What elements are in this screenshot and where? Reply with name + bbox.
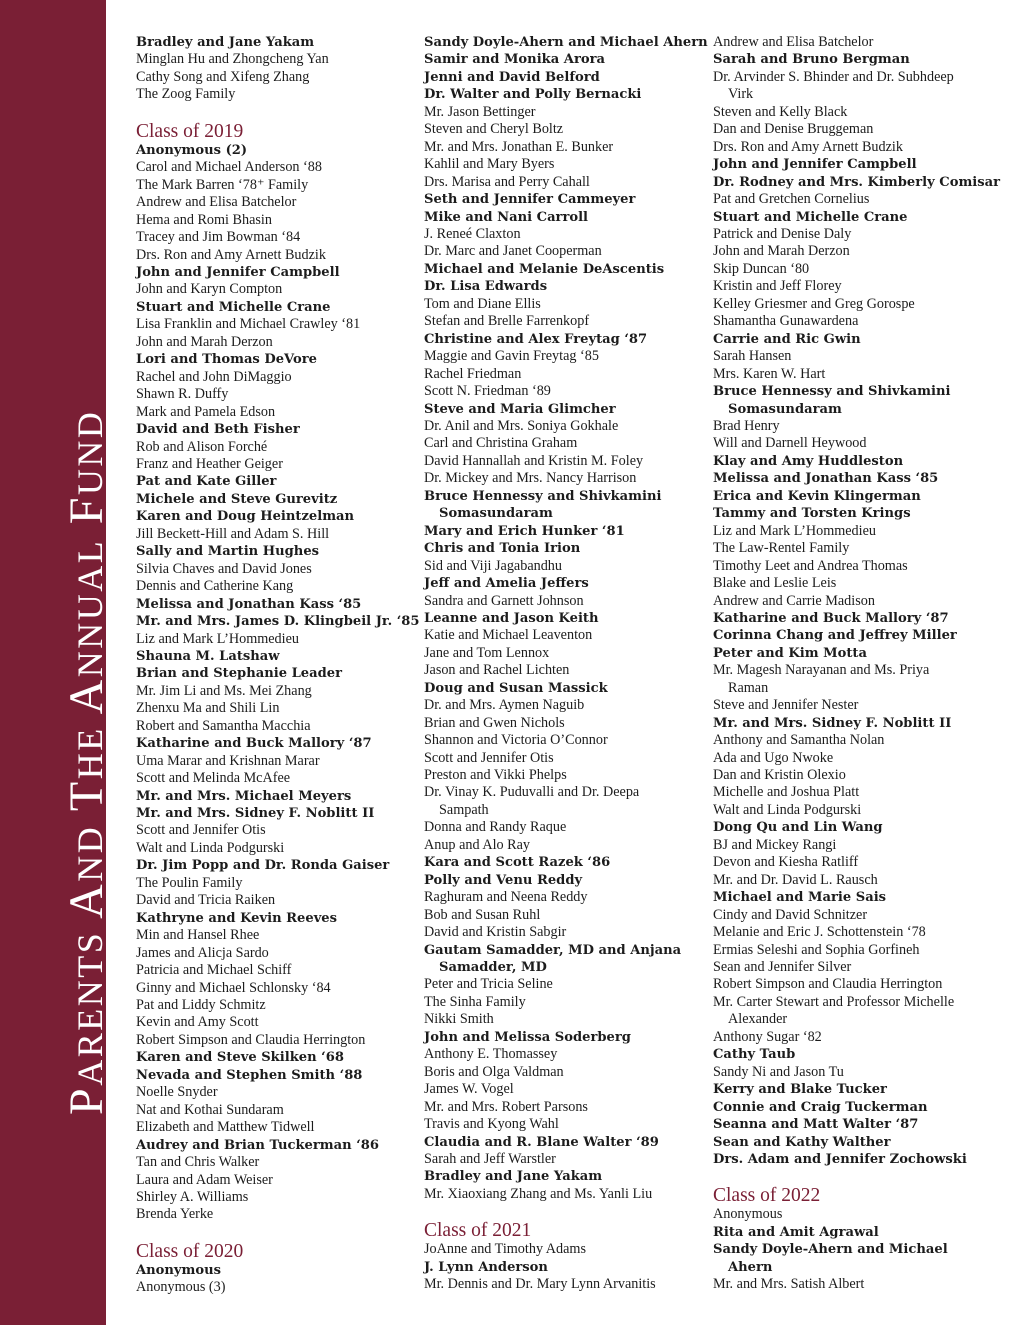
donor-name: Steve and Jennifer Nester bbox=[713, 697, 859, 714]
donor-name: Bruce Hennessy and Shivkamini bbox=[424, 488, 662, 504]
donor-column-3 bbox=[713, 34, 1003, 1294]
donor-name: Elizabeth and Matthew Tidwell bbox=[136, 1119, 315, 1136]
donor-name: Raghuram and Neena Reddy bbox=[424, 889, 588, 906]
donor-name: Walt and Linda Podgurski bbox=[713, 801, 862, 818]
donor-name: Leanne and Jason Keith bbox=[424, 610, 599, 626]
donor-name: John and Jennifer Campbell bbox=[713, 157, 917, 173]
donor-name: Dr. Lisa Edwards bbox=[424, 279, 548, 295]
donor-name: Audrey and Brian Tuckerman ‘86 bbox=[136, 1137, 379, 1153]
donor-name: Anonymous (3) bbox=[136, 1279, 226, 1296]
donor-name: Andrew and Elisa Batchelor bbox=[136, 194, 297, 211]
donor-name: David and Tricia Raiken bbox=[136, 892, 276, 909]
donor-name: Patrick and Denise Daly bbox=[713, 225, 852, 242]
donor-name: Jane and Tom Lennox bbox=[424, 644, 550, 661]
donor-name: Katharine and Buck Mallory ‘87 bbox=[136, 736, 372, 752]
donor-name: Kahlil and Mary Byers bbox=[424, 156, 555, 173]
donor-name: Sarah and Bruno Bergman bbox=[713, 52, 910, 68]
donor-name: Connie and Craig Tuckerman bbox=[713, 1099, 928, 1115]
donor-name: Tom and Diane Ellis bbox=[424, 295, 541, 312]
donor-name: Mr. Dennis and Dr. Mary Lynn Arvanitis bbox=[424, 1276, 656, 1293]
donor-name: Doug and Susan Massick bbox=[424, 680, 608, 696]
donor-name: Kevin and Amy Scott bbox=[136, 1014, 259, 1031]
donor-name: Brian and Stephanie Leader bbox=[136, 666, 343, 682]
class-year-heading: Class of 2019 bbox=[136, 120, 244, 142]
donor-name: Anthony and Samantha Nolan bbox=[713, 732, 885, 749]
donor-name: Sarah Hansen bbox=[713, 348, 792, 365]
donor-name: Dr. Anil and Mrs. Soniya Gokhale bbox=[424, 417, 619, 434]
donor-name: Cathy Song and Xifeng Zhang bbox=[136, 68, 310, 85]
donor-name: Preston and Vikki Phelps bbox=[424, 767, 567, 784]
donor-name: Shirley A. Williams bbox=[136, 1189, 249, 1205]
donor-name: Dr. and Mrs. Aymen Naguib bbox=[424, 697, 585, 714]
donor-name: Bradley and Jane Yakam bbox=[136, 35, 315, 50]
donor-name: Brad Henry bbox=[713, 417, 780, 434]
donor-name: Peter and Kim Motta bbox=[713, 645, 867, 661]
donor-name: Mr. and Mrs. Sidney F. Noblitt II bbox=[136, 806, 375, 822]
donor-name: Polly and Venu Reddy bbox=[424, 872, 583, 888]
donor-name: Travis and Kyong Wahl bbox=[424, 1116, 559, 1133]
donor-name: Will and Darnell Heywood bbox=[713, 435, 867, 452]
donor-name: Sandy Ni and Jason Tu bbox=[713, 1063, 844, 1080]
donor-name: Walt and Linda Podgurski bbox=[136, 839, 285, 856]
donor-name: Mr. Jason Bettinger bbox=[424, 103, 536, 120]
donor-name: Kerry and Blake Tucker bbox=[713, 1082, 887, 1098]
donor-name: Zhenxu Ma and Shili Lin bbox=[136, 700, 280, 717]
donor-name: Jeff and Amelia Jeffers bbox=[424, 576, 589, 592]
donor-name: Jenni and David Belford bbox=[424, 69, 600, 85]
donor-name-continuation: Virk bbox=[728, 86, 754, 103]
donor-name: Scott and Jennifer Otis bbox=[424, 749, 554, 766]
donor-name: Dr. Rodney and Mrs. Kimberly Comisar bbox=[713, 174, 1001, 190]
donor-name: Peter and Tricia Seline bbox=[424, 976, 553, 993]
donor-name: Seth and Jennifer Cammeyer bbox=[424, 192, 636, 208]
donor-name: Mr. Carter Stewart and Professor Michelle bbox=[713, 993, 955, 1010]
donor-name: Anonymous bbox=[713, 1206, 783, 1223]
donor-name: Dennis and Catherine Kang bbox=[136, 578, 294, 595]
donor-name: Corinna Chang and Jeffrey Miller bbox=[713, 628, 957, 644]
donor-name: Katie and Michael Leaventon bbox=[424, 627, 593, 644]
donor-name: Kara and Scott Razek ‘86 bbox=[424, 855, 611, 871]
donor-name: Mike and Nani Carroll bbox=[424, 209, 589, 225]
donor-name: Steven and Cheryl Boltz bbox=[424, 121, 564, 138]
donor-name: Tan and Chris Walker bbox=[136, 1154, 260, 1171]
donor-name: Nat and Kothai Sundaram bbox=[136, 1101, 284, 1118]
donor-name: Bradley and Jane Yakam bbox=[424, 1169, 603, 1185]
donor-name: Shawn R. Duffy bbox=[136, 386, 229, 403]
donor-name: Dong Qu and Lin Wang bbox=[713, 820, 883, 836]
donor-name: Franz and Heather Geiger bbox=[136, 455, 283, 472]
donor-name: David Hannallah and Kristin M. Foley bbox=[424, 452, 644, 469]
donor-name: Carol and Michael Anderson ‘88 bbox=[136, 159, 322, 176]
donor-name: Chris and Tonia Irion bbox=[424, 541, 581, 557]
donor-name: Shauna M. Latshaw bbox=[136, 648, 280, 664]
donor-name: Robert and Samantha Macchia bbox=[136, 717, 311, 734]
donor-name: Dan and Denise Bruggeman bbox=[713, 121, 874, 138]
donor-name: Mr. and Mrs. Jonathan E. Bunker bbox=[424, 138, 614, 155]
donor-name: Anup and Alo Ray bbox=[424, 836, 531, 853]
donor-name: John and Jennifer Campbell bbox=[136, 264, 340, 280]
donor-name: Stefan and Brelle Farrenkopf bbox=[424, 313, 590, 330]
donor-name: Mr. and Dr. David L. Rausch bbox=[713, 871, 878, 888]
donor-column-1 bbox=[136, 34, 420, 1297]
donor-name: Robert Simpson and Claudia Herrington bbox=[136, 1031, 366, 1048]
donor-name: Erica and Kevin Klingerman bbox=[713, 488, 921, 504]
donor-name: Sarah and Jeff Warstler bbox=[424, 1151, 556, 1167]
donor-name: David and Beth Fisher bbox=[136, 422, 300, 438]
donor-name: Dr. Vinay K. Puduvalli and Dr. Deepa bbox=[424, 784, 640, 801]
donor-name: Brian and Gwen Nichols bbox=[424, 714, 565, 731]
sidebar-title: PARENTS AND THE ANNUAL FUND bbox=[60, 409, 113, 1115]
donor-name: The Poulin Family bbox=[136, 874, 243, 891]
donor-name: Andrew and Carrie Madison bbox=[713, 592, 875, 609]
donor-name: Dr. Walter and Polly Bernacki bbox=[424, 87, 642, 103]
donor-name: Carrie and Ric Gwin bbox=[713, 331, 861, 347]
donor-name: Rachel Friedman bbox=[424, 365, 522, 382]
donor-name-continuation: Somasundaram bbox=[439, 506, 553, 522]
donor-name: Scott N. Friedman ‘89 bbox=[424, 383, 551, 400]
class-year-heading: Class of 2021 bbox=[424, 1220, 532, 1242]
donor-name: Mr. and Mrs. James D. Klingbeil Jr. ‘85 bbox=[136, 614, 420, 630]
donor-name: Rita and Amit Agrawal bbox=[713, 1224, 879, 1240]
donor-name: Anthony E. Thomassey bbox=[424, 1046, 558, 1063]
donor-name: Sandy Doyle-Ahern and Michael bbox=[713, 1242, 948, 1258]
donor-name: Kathryne and Kevin Reeves bbox=[136, 910, 338, 926]
donor-name: BJ and Mickey Rangi bbox=[713, 836, 837, 853]
donor-name: The Sinha Family bbox=[424, 993, 526, 1010]
donor-name: Ginny and Michael Schlonsky ‘84 bbox=[136, 979, 331, 996]
donor-name: Rachel and John DiMaggio bbox=[136, 368, 292, 385]
donor-name: Maggie and Gavin Freytag ‘85 bbox=[424, 348, 599, 365]
donor-name: Uma Marar and Krishnan Marar bbox=[136, 752, 320, 769]
donor-name: Stuart and Michelle Crane bbox=[713, 209, 908, 225]
donor-name: Drs. Adam and Jennifer Zochowski bbox=[713, 1152, 967, 1167]
donor-name: Dr. Arvinder S. Bhinder and Dr. Subhdeep bbox=[713, 68, 954, 85]
donor-name: Melissa and Jonathan Kass ‘85 bbox=[713, 471, 939, 487]
donor-name: Scott and Melinda McAfee bbox=[136, 770, 291, 787]
donor-name: Lori and Thomas DeVore bbox=[136, 352, 317, 368]
donor-name: Mr. and Mrs. Robert Parsons bbox=[424, 1098, 588, 1115]
donor-name: Anonymous bbox=[136, 1262, 222, 1278]
donor-name: Lisa Franklin and Michael Crawley ‘81 bbox=[136, 316, 361, 333]
donor-name: Cindy and David Schnitzer bbox=[713, 906, 868, 923]
donor-name: John and Marah Derzon bbox=[136, 333, 273, 350]
donor-name: Liz and Mark L’Hommedieu bbox=[713, 522, 876, 539]
donor-name: Nevada and Stephen Smith ‘88 bbox=[136, 1067, 363, 1083]
donor-name: Mark and Pamela Edson bbox=[136, 403, 276, 420]
donor-name: Claudia and R. Blane Walter ‘89 bbox=[424, 1134, 659, 1150]
donor-name: Minglan Hu and Zhongcheng Yan bbox=[136, 51, 329, 68]
donor-name: Klay and Amy Huddleston bbox=[713, 453, 904, 469]
donor-name: Dr. Jim Popp and Dr. Ronda Gaiser bbox=[136, 858, 390, 874]
donor-name: Brenda Yerke bbox=[136, 1206, 214, 1223]
donor-name: Mr. Xiaoxiang Zhang and Ms. Yanli Liu bbox=[424, 1185, 653, 1202]
donor-name: Melanie and Eric J. Schottenstein ‘78 bbox=[713, 924, 926, 941]
donor-name: Melissa and Jonathan Kass ‘85 bbox=[136, 596, 362, 612]
donor-name: David and Kristin Sabgir bbox=[424, 924, 567, 941]
donor-name: James W. Vogel bbox=[424, 1081, 514, 1098]
donor-name: The Zoog Family bbox=[136, 86, 236, 103]
donor-name: Cathy Taub bbox=[713, 1047, 796, 1063]
donor-name-continuation: Raman bbox=[728, 679, 769, 696]
class-year-heading: Class of 2022 bbox=[713, 1185, 821, 1207]
donor-name: Jill Beckett-Hill and Adam S. Hill bbox=[136, 525, 330, 542]
donor-name: Mary and Erich Hunker ‘81 bbox=[424, 523, 625, 539]
donor-name: Pat and Kate Giller bbox=[136, 474, 277, 490]
donor-name: Dr. Mickey and Mrs. Nancy Harrison bbox=[424, 470, 637, 487]
sidebar-band bbox=[0, 0, 113, 1325]
donor-name: Liz and Mark L’Hommedieu bbox=[136, 630, 299, 647]
donor-name: Hema and Romi Bhasin bbox=[136, 211, 272, 228]
donor-name: J. Reneé Claxton bbox=[424, 225, 521, 242]
donor-name: Steven and Kelly Black bbox=[713, 103, 848, 120]
donor-name: Scott and Jennifer Otis bbox=[136, 822, 266, 839]
donor-name: Drs. Ron and Amy Arnett Budzik bbox=[136, 246, 326, 263]
donor-name: Sean and Jennifer Silver bbox=[713, 959, 852, 976]
donor-name: Mr. Magesh Narayanan and Ms. Priya bbox=[713, 662, 930, 679]
donor-name-continuation: Ahern bbox=[728, 1259, 773, 1275]
donor-name: Timothy Leet and Andrea Thomas bbox=[713, 557, 908, 574]
donor-name-continuation: Alexander bbox=[728, 1011, 788, 1028]
donor-name: Tammy and Torsten Krings bbox=[713, 506, 911, 522]
donor-name: Bob and Susan Ruhl bbox=[424, 906, 541, 923]
donor-name: Nikki Smith bbox=[424, 1011, 494, 1028]
donor-name: Stuart and Michelle Crane bbox=[136, 299, 331, 315]
donor-name: Mr. and Mrs. Satish Albert bbox=[713, 1276, 865, 1293]
donor-column-2 bbox=[424, 34, 708, 1294]
donor-name: Skip Duncan ‘80 bbox=[713, 260, 810, 277]
donor-name: Katharine and Buck Mallory ‘87 bbox=[713, 610, 949, 626]
donor-name: Robert Simpson and Claudia Herrington bbox=[713, 976, 943, 993]
donor-name: Pat and Liddy Schmitz bbox=[136, 997, 266, 1014]
donor-name: Kristin and Jeff Florey bbox=[713, 278, 842, 295]
donor-name: The Law-Rentel Family bbox=[713, 540, 850, 557]
donor-name: Shannon and Victoria O’Connor bbox=[424, 732, 608, 749]
donor-name: James and Alicja Sardo bbox=[136, 944, 269, 961]
donor-name: Kelley Griesmer and Greg Gorospe bbox=[713, 295, 915, 312]
donor-name: Steve and Maria Glimcher bbox=[424, 401, 616, 417]
donor-name: Devon and Kiesha Ratliff bbox=[713, 854, 859, 871]
donor-name: Karen and Doug Heintzelman bbox=[136, 509, 355, 525]
donor-name: Michael and Marie Sais bbox=[713, 890, 887, 906]
donor-name: Dan and Kristin Olexio bbox=[713, 767, 846, 784]
donor-name: Anthony Sugar ‘82 bbox=[713, 1028, 822, 1045]
donor-name: Karen and Steve Skilken ‘68 bbox=[136, 1050, 344, 1066]
donor-name: Sally and Martin Hughes bbox=[136, 544, 320, 560]
donor-name: Samir and Monika Arora bbox=[424, 52, 605, 68]
donor-name: Silvia Chaves and David Jones bbox=[136, 560, 312, 577]
donor-name: Drs. Ron and Amy Arnett Budzik bbox=[713, 138, 903, 155]
donor-name: Christine and Alex Freytag ‘87 bbox=[424, 331, 648, 347]
donor-name: Laura and Adam Weiser bbox=[136, 1171, 273, 1188]
donor-name: Tracey and Jim Bowman ‘84 bbox=[136, 229, 301, 246]
donor-name: Patricia and Michael Schiff bbox=[136, 962, 292, 979]
donor-name: John and Marah Derzon bbox=[713, 243, 850, 260]
donor-name: Sandra and Garnett Johnson bbox=[424, 592, 584, 609]
donor-name: Sean and Kathy Walther bbox=[713, 1134, 891, 1150]
donor-name: Michele and Steve Gurevitz bbox=[136, 491, 338, 507]
donor-name: Drs. Marisa and Perry Cahall bbox=[424, 173, 590, 190]
donor-name: Noelle Snyder bbox=[136, 1084, 218, 1101]
donor-name: Mr. and Mrs. Sidney F. Noblitt II bbox=[713, 715, 952, 731]
donor-name: Mrs. Karen W. Hart bbox=[713, 365, 826, 382]
donor-name-continuation: Samadder, MD bbox=[439, 960, 547, 976]
donor-name: Anonymous (2) bbox=[136, 142, 248, 158]
donor-name-continuation: Sampath bbox=[439, 801, 489, 818]
donor-name-continuation: Somasundaram bbox=[728, 401, 842, 417]
donor-name: Mr. and Mrs. Michael Meyers bbox=[136, 788, 352, 804]
donor-name: Boris and Olga Valdman bbox=[424, 1063, 564, 1080]
donor-name: The Mark Barren ‘78⁺ Family bbox=[136, 176, 309, 193]
donor-name: Andrew and Elisa Batchelor bbox=[713, 34, 874, 50]
donor-name: Michelle and Joshua Platt bbox=[713, 784, 860, 801]
donor-name: J. Lynn Anderson bbox=[424, 1259, 548, 1275]
donor-name: Sandy Doyle-Ahern and Michael Ahern bbox=[424, 35, 708, 50]
donor-name: Min and Hansel Rhee bbox=[136, 927, 260, 944]
donor-name: Carl and Christina Graham bbox=[424, 435, 578, 452]
donor-name: Seanna and Matt Walter ‘87 bbox=[713, 1117, 919, 1133]
donor-name: Jason and Rachel Lichten bbox=[424, 662, 570, 679]
donor-name: JoAnne and Timothy Adams bbox=[424, 1241, 586, 1258]
donor-name: John and Melissa Soderberg bbox=[424, 1029, 631, 1045]
donor-name: Dr. Marc and Janet Cooperman bbox=[424, 243, 602, 260]
donor-name: Bruce Hennessy and Shivkamini bbox=[713, 384, 951, 400]
donor-name: Donna and Randy Raque bbox=[424, 819, 567, 836]
donor-name: Michael and Melanie DeAscentis bbox=[424, 261, 665, 277]
donor-name: Pat and Gretchen Cornelius bbox=[713, 191, 870, 208]
donor-name: Shamantha Gunawardena bbox=[713, 313, 859, 330]
donor-name: Ada and Ugo Nwoke bbox=[713, 749, 834, 766]
donor-name: Blake and Leslie Leis bbox=[713, 575, 837, 592]
donor-name: Ermias Seleshi and Sophia Gorfineh bbox=[713, 941, 920, 958]
donor-name: Rob and Alison Forché bbox=[136, 438, 268, 455]
donor-name: Gautam Samadder, MD and Anjana bbox=[424, 942, 682, 958]
class-year-heading: Class of 2020 bbox=[136, 1240, 244, 1262]
donor-name: Sid and Viji Jagabandhu bbox=[424, 557, 562, 574]
donor-name: John and Karyn Compton bbox=[136, 281, 283, 298]
donor-name: Mr. Jim Li and Ms. Mei Zhang bbox=[136, 682, 312, 699]
